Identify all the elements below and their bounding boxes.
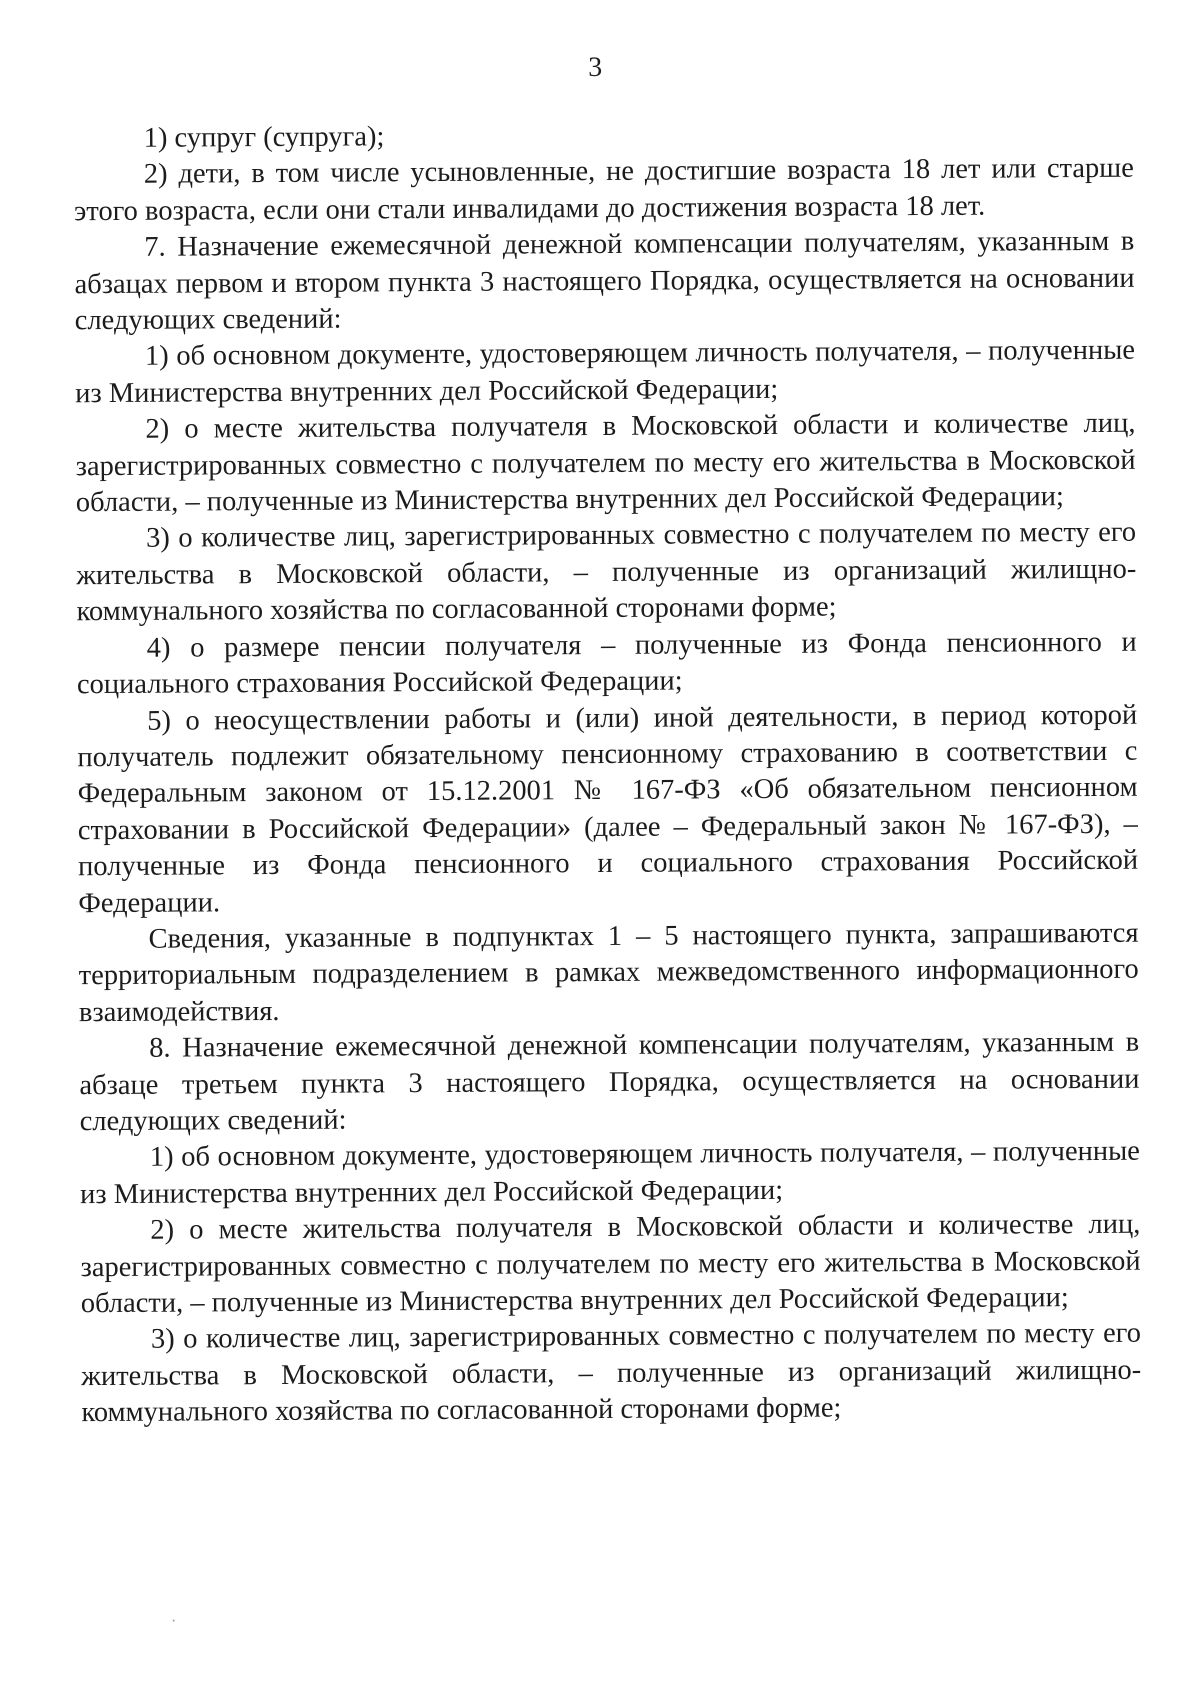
paragraph-clause-8: 8. Назначение ежемесячной денежной компенсации получателям, указанным в абзаце третьем пункта 3 настоящего Порядка, осуществляется на основании следующих сведений: [79, 1026, 1140, 1138]
paragraph-clause-8-item-2: 2) о месте жительства получателя в Московской области и количестве лиц, зарегистрированных совместно с получателем по месту его жительства в Московской области, – полученные из Министерства внутренних дел Российской Федерации; [80, 1208, 1141, 1320]
scan-speck [173, 1620, 175, 1622]
paragraph-clause-7-item-5: 5) о неосуществлении работы и (или) иной деятельности, в период которой получатель подлежит обязательному пенсионному страхованию в соответствии с Федеральным законом от 15.12.2001 № 167-ФЗ «Об обязательном пенсионном страховании в Российской Федерации» (далее – Федеральный закон № 167-ФЗ), – полученные из Фонда пенсионного и социального страхования Российской Федерации. [77, 699, 1139, 919]
paragraph-clause-8-item-3: 3) о количестве лиц, зарегистрированных совместно с получателем по месту его жительства в Московской области, – полученные из организаций жилищно-коммунального хозяйства по согласованной сторонами форме; [81, 1318, 1142, 1429]
paragraph-subitem-children: 2) дети, в том числе усыновленные, не достигшие возраста 18 лет или старше этого возраста, если они стали инвалидами до достижения возраста 18 лет. [73, 153, 1134, 228]
paragraph-clause-7: 7. Назначение ежемесячной денежной компенсации получателям, указанным в абзацах первом и втором пункта 3 настоящего Порядка, осуществляется на основании следующих сведений: [74, 225, 1135, 337]
paragraph-clause-7-item-2: 2) о месте жительства получателя в Московской области и количестве лиц, зарегистрированных совместно с получателем по месту его жительства в Московской области, – полученные из Министерства внутренних дел Российской Федерации; [75, 407, 1136, 519]
document-body [74, 115, 1142, 1432]
paragraph-clause-7-item-4: 4) о размере пенсии получателя – полученные из Фонда пенсионного и социального страхования Российской Федерации; [76, 626, 1137, 701]
paragraph-clause-7-item-1: 1) об основном документе, удостоверяющем личность получателя, – полученные из Министерства внутренних дел Российской Федерации; [75, 335, 1136, 410]
paragraph-clause-7-item-3: 3) о количестве лиц, зарегистрированных совместно с получателем по месту его жительства в Московской области, – полученные из организаций жилищно-коммунального хозяйства по согласованной сторонами форме; [76, 517, 1137, 628]
paragraph-clause-8-item-1: 1) об основном документе, удостоверяющем личность получателя, – полученные из Министерства внутренних дел Российской Федерации; [79, 1136, 1140, 1210]
paragraph-subitem-spouse: 1) супруг (супруга); [143, 121, 385, 154]
page-number: 3 [588, 51, 603, 84]
paragraph-clause-7-note: Сведения, указанные в подпунктах 1 – 5 настоящего пункта, запрашиваются территориальным подразделением в рамках межведомственного информационного взаимодействия. [78, 917, 1139, 1028]
